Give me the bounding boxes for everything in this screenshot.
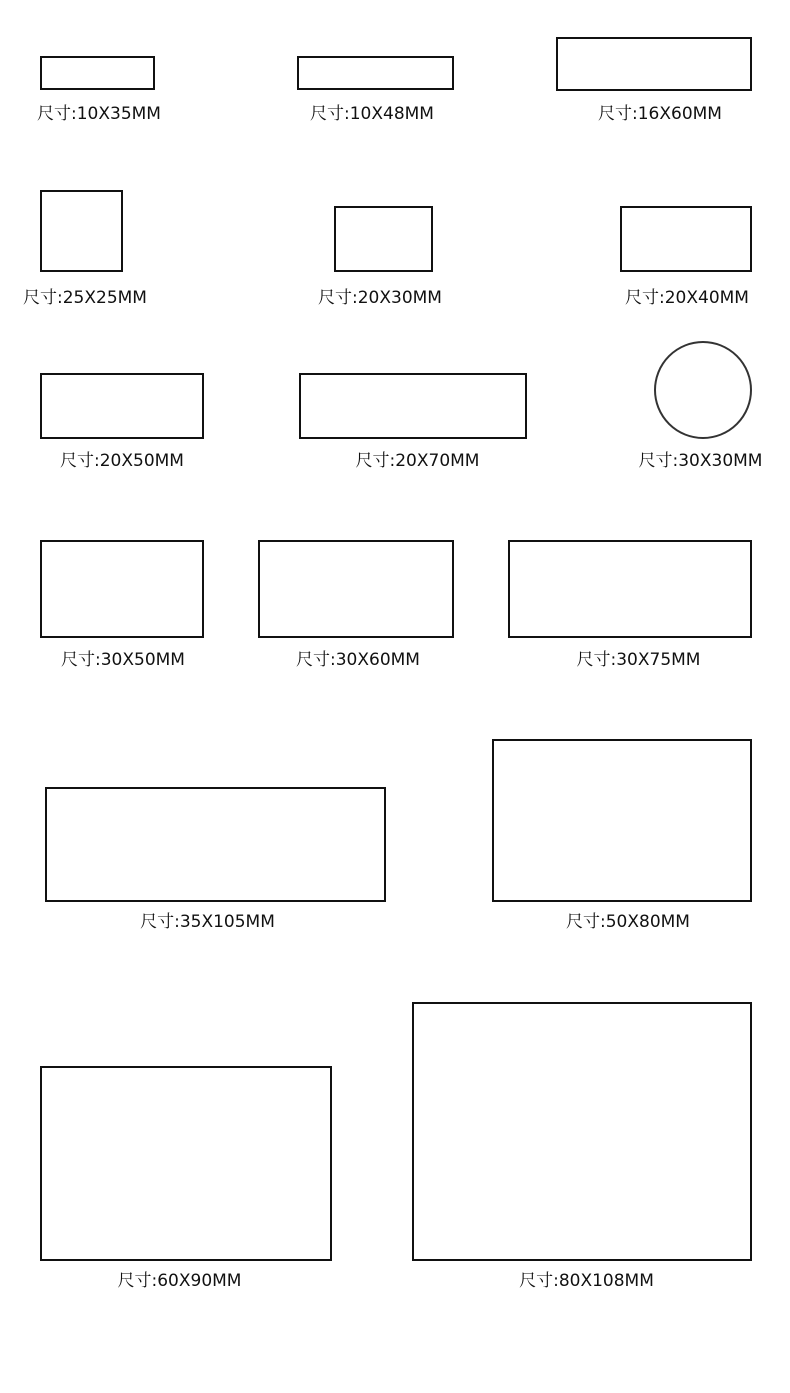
label-shape-20x40 — [620, 206, 752, 272]
label-shape-30x30-circle — [654, 341, 752, 439]
size-label-80x108: 尺寸:80X108MM — [519, 1271, 654, 1291]
size-label-25x25: 尺寸:25X25MM — [23, 288, 147, 308]
size-label-30x50: 尺寸:30X50MM — [61, 650, 185, 670]
label-shape-50x80 — [492, 739, 752, 902]
label-shape-20x50 — [40, 373, 204, 439]
label-shape-30x60 — [258, 540, 454, 638]
label-shape-30x50 — [40, 540, 204, 638]
label-shape-25x25 — [40, 190, 123, 272]
size-label-10x48: 尺寸:10X48MM — [310, 104, 434, 124]
size-label-30x30: 尺寸:30X30MM — [638, 451, 763, 471]
label-shape-10x35 — [40, 56, 155, 90]
size-label-20x30: 尺寸:20X30MM — [318, 288, 442, 308]
size-label-16x60: 尺寸:16X60MM — [598, 104, 722, 124]
label-shape-35x105 — [45, 787, 386, 902]
size-label-35x105: 尺寸:35X105MM — [140, 912, 275, 932]
size-label-30x60: 尺寸:30X60MM — [296, 650, 420, 670]
size-label-60x90: 尺寸:60X90MM — [117, 1271, 242, 1291]
size-label-30x75: 尺寸:30X75MM — [576, 650, 701, 670]
label-shape-20x30 — [334, 206, 433, 272]
label-shape-10x48 — [297, 56, 454, 90]
size-label-50x80: 尺寸:50X80MM — [566, 912, 690, 932]
label-shape-30x75 — [508, 540, 752, 638]
label-shape-60x90 — [40, 1066, 332, 1261]
size-label-20x70: 尺寸:20X70MM — [355, 451, 480, 471]
size-label-10x35: 尺寸:10X35MM — [37, 104, 161, 124]
size-label-20x40: 尺寸:20X40MM — [625, 288, 749, 308]
label-shape-20x70 — [299, 373, 527, 439]
size-label-20x50: 尺寸:20X50MM — [60, 451, 184, 471]
label-shape-16x60 — [556, 37, 752, 91]
label-shape-80x108 — [412, 1002, 752, 1261]
